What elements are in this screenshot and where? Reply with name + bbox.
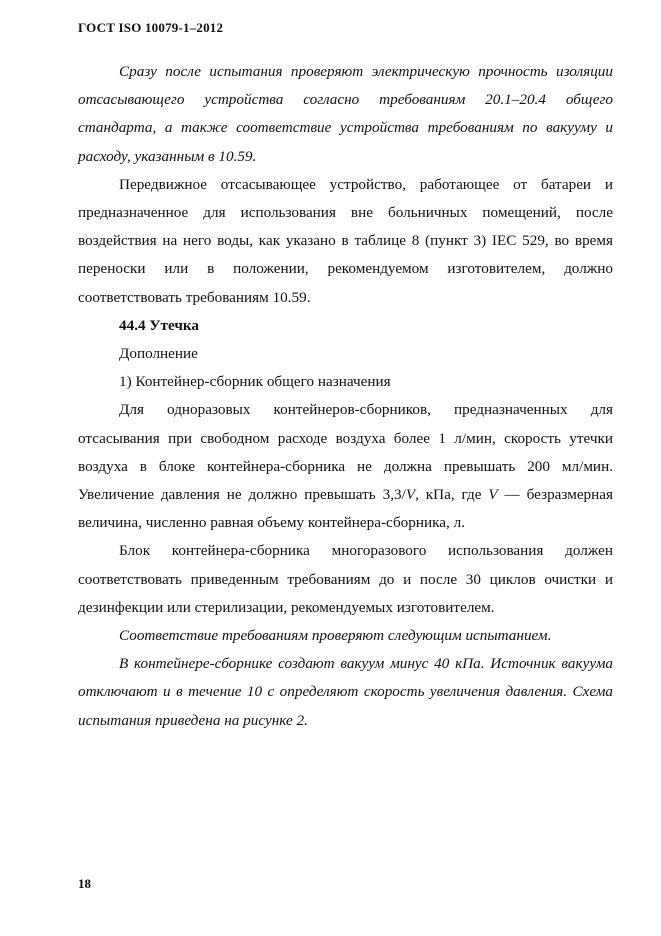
addition-label: Дополнение — [119, 345, 198, 363]
paragraph-insulation-check: Сразу после испытания проверяют электрическую прочность изоляции отсасывающего устройства согласно требованиям 20.1–20.4 общего стандарта, а также соответствие устройства требованиям по вакууму и расходу, указанным в 10.59. — [78, 63, 613, 165]
paragraph-compliance-test: Соответствие требованиям проверяют следующим испытанием. — [119, 627, 552, 645]
paragraph-disposable-containers — [78, 396, 613, 537]
document-header: ГОСТ ISO 10079-1–2012 — [78, 20, 224, 35]
paragraph-reusable-containers: Блок контейнера-сборника многоразового использования должен соответствовать приведенным требованиям до и после 30 циклов очистки и дезинфекции или стерилизации, рекомендуемых изготовителем. — [78, 542, 613, 616]
paragraph-mobile-device: Передвижное отсасывающее устройство, работающее от батареи и предназначенное для использования вне больничных помещений, после воздействия на него воды, как указано в таблице 8 (пункт 3) IEC 529, во время переноски или в положении, рекомендуемом изготовителем, должно соответствовать требованиям 10.59. — [78, 175, 613, 306]
p3-text-1: Для одноразовых контейнеров-сборников, предназначенных для отсасывания при свободном расходе воздуха более 1 л/мин, скорость утечки воздуха в блоке контейнера-сборника не должна превышать 200 мл/мин. Увеличение давления не должно превышать 3,3/ — [78, 401, 613, 504]
paragraph-vacuum-test: В контейнере-сборнике создают вакуум минус 40 кПа. Источник вакуума отключают и в течение 10 с определяют скорость увеличения давления. Схема испытания приведена на рисунке 2. — [78, 655, 613, 729]
section-heading: 44.4 Утечка — [119, 316, 200, 334]
sub-item-label: 1) Контейнер-сборник общего назначения — [119, 373, 391, 391]
p3-variable-2: V — [488, 486, 498, 504]
page-number: 18 — [78, 876, 91, 891]
p3-text-2: , кПа, где — [415, 486, 489, 504]
p3-text-3: — безразмерная величина, численно равная объему контейнера-сборника, л. — [78, 486, 614, 532]
p3-variable-1: V — [405, 486, 416, 504]
document-body — [78, 58, 613, 735]
